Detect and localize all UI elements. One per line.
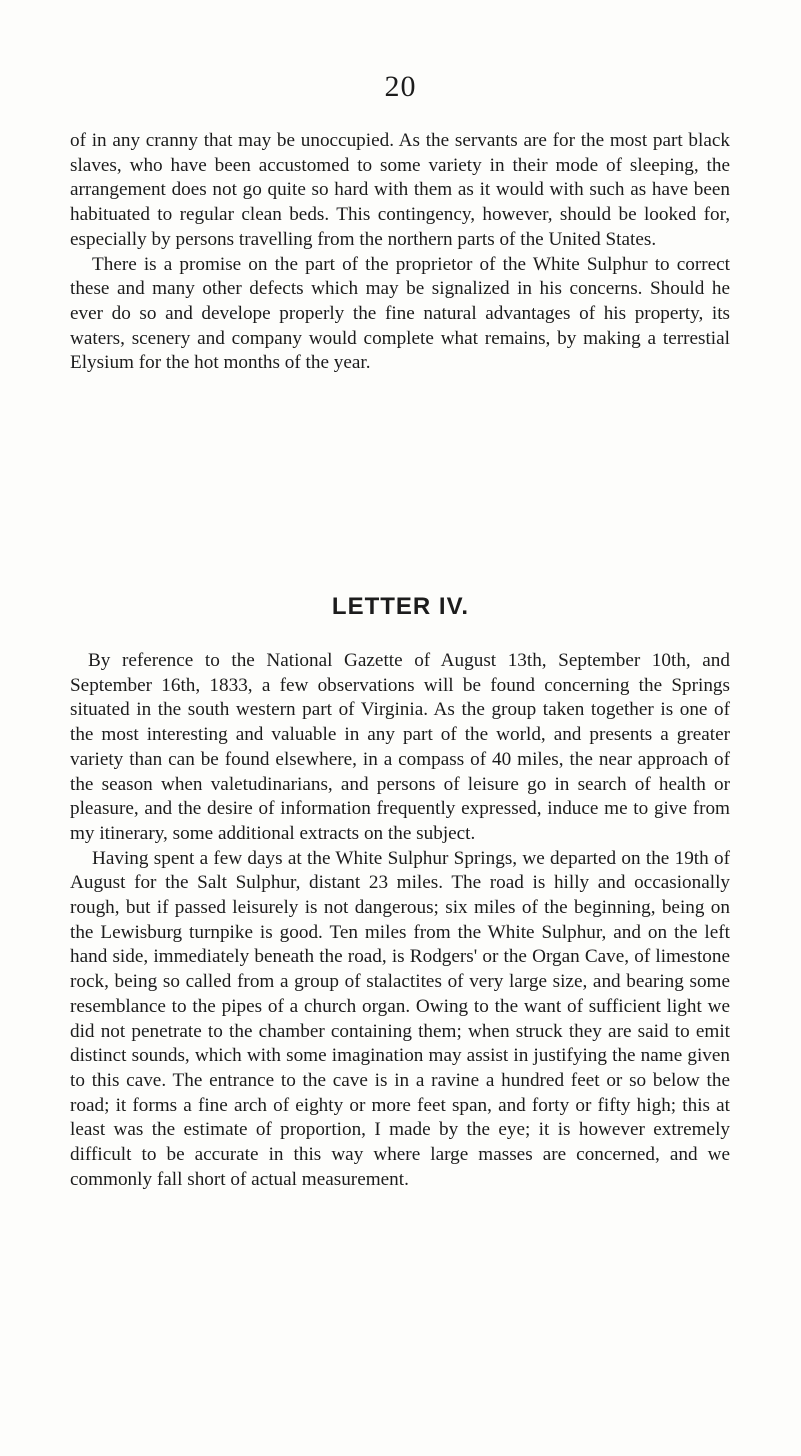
chapter-heading: LETTER IV. bbox=[331, 593, 470, 620]
text-block-upper bbox=[70, 129, 730, 376]
page-number: 20 bbox=[384, 70, 417, 103]
promise-paragraph: There is a promise on the part of the proprietor of the White Sulphur to correct these and many other defects which may be signalized in his concerns. Should he ever do so and develope properly the fine natural advantages of his property, its waters, scenery and company would complete what remains, by making a terrestial Elysium for the hot months of the year. bbox=[70, 253, 730, 374]
continuation-paragraph: of in any cranny that may be unoccupied. As the servants are for the most part black slaves, who have been accustomed to some variety in their mode of sleeping, the arrangement does not go quite so hard with them as it would with such as have been habituated to regular clean beds. This contingency, however, should be looked for, especially by persons travelling from the northern parts of the United States. bbox=[70, 130, 730, 250]
text-block-lower bbox=[70, 649, 730, 1192]
letter-paragraph-2: Having spent a few days at the White Sulphur Springs, we departed on the 19th of August for the Salt Sulphur, distant 23 miles. The road is hilly and occasionally rough, but if passed leisurely is not dangerous; six miles of the beginning, being on the Lewisburg turnpike is good. Ten miles from the White Sulphur, and on the left hand side, immediately beneath the road, is Rodgers' or the Organ Cave, of limestone rock, being so called from a group of stalactites of very large size, and bearing some resemblance to the pipes of a church organ. Owing to the want of sufficient light we did not penetrate to the chamber containing them; when struck they are said to emit distinct sounds, which with some imagination may assist in justifying the name given to this cave. The entrance to the cave is in a ravine a hundred feet or so below the road; it forms a fine arch of eighty or more feet span, and forty or fifty high; this at least was the estimate of proportion, I made by the eye; it is however extremely difficult to be accurate in this way where large masses are concerned, and we commonly fall short of actual measurement. bbox=[70, 847, 730, 1190]
letter-paragraph-1: By reference to the National Gazette of August 13th, September 10th, and September 16th, 1833, a few observations will be found concerning the Springs situated in the south western part of Virginia. As the group taken together is one of the most interesting and valuable in any part of the world, and presents a greater variety than can be found elsewhere, in a compass of 40 miles, the near approach of the season when valetudinarians, and persons of leisure go in search of health or pleasure, and the desire of information frequently expressed, induce me to give from my itinerary, some additional extracts on the subject. bbox=[70, 650, 730, 844]
